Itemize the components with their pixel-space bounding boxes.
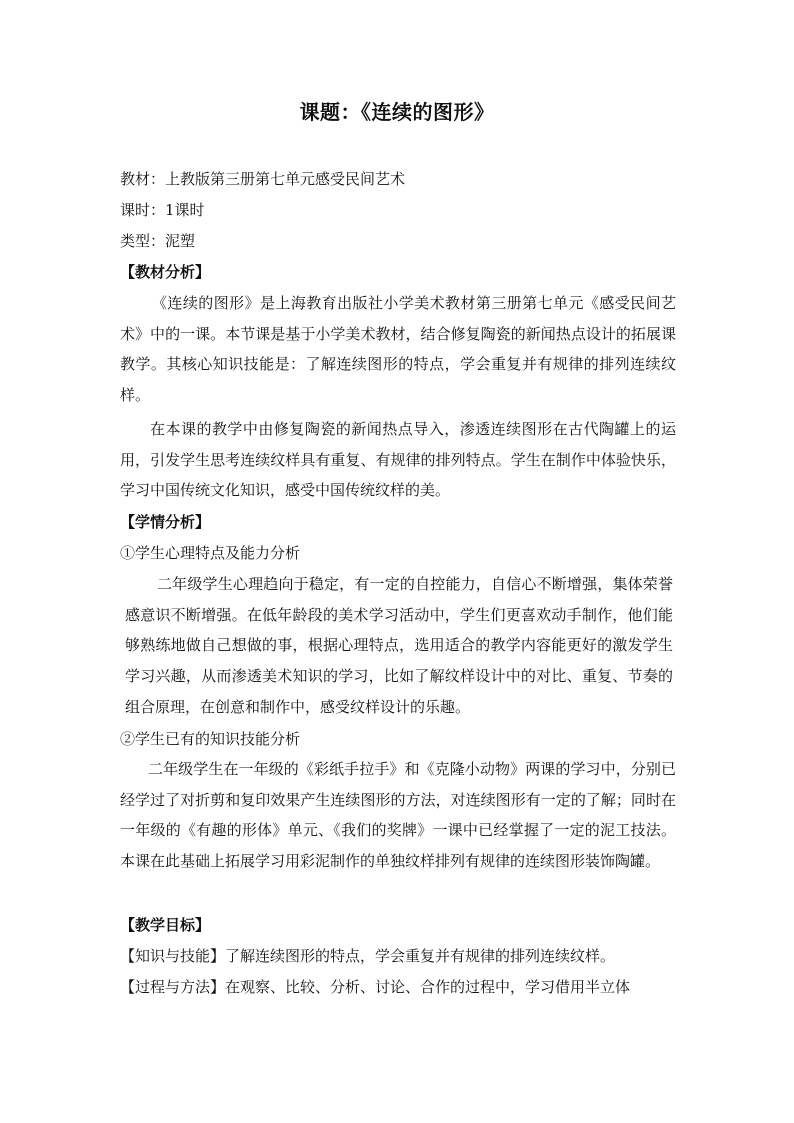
- paragraph-existing-skills: 二年级学生在一年级的《彩纸手拉手》和《克隆小动物》两课的学习中，分别已经学过了对折剪和复印效果产生连续图形的方法，对连续图形有一定的了解；同时在一年级的《有趣的形体》单元、《我们的奖牌》一课中已经掌握了一定的泥工技法。本课在此基础上拓展学习用彩泥制作的单独纹样排列有规律的连续图形装饰陶罐。: [120, 760, 676, 871]
- paragraph-textbook-analysis-1: 《连续的图形》是上海教育出版社小学美术教材第三册第七单元《感受民间艺术》中的一课。本节课是基于小学美术教材，结合修复陶瓷的新闻热点设计的拓展课教学。其核心知识技能是：了解连续图形的特点，学会重复并有规律的排列连续纹样。: [120, 294, 676, 405]
- subheading-psychology: ①学生心理特点及能力分析: [120, 544, 301, 562]
- goal-process-method: [120, 974, 680, 1000]
- meta-type: 类型：泥塑: [120, 232, 196, 250]
- meta-material: 教材：上教版第三册第七单元感受民间艺术: [120, 170, 406, 188]
- goal-knowledge-text: 了解连续图形的特点，学会重复并有规律的排列连续纹样。: [225, 947, 616, 965]
- page-title: 课题：《连续的图形》: [299, 100, 495, 124]
- subheading-existing-skills: ②学生已有的知识技能分析: [120, 730, 301, 748]
- goal-process-label: 【过程与方法】: [120, 978, 226, 996]
- section-heading-teaching-goals: 【教学目标】: [120, 916, 211, 934]
- section-heading-textbook-analysis: 【教材分析】: [120, 263, 211, 281]
- paragraph-textbook-analysis-2: 在本课的教学中由修复陶瓷的新闻热点导入，渗透连续图形在古代陶罐上的运用，引发学生思考连续纹样具有重复、有规律的排列特点。学生在制作中体验快乐，学习中国传统文化知识，感受中国传统纹样的美。: [120, 420, 676, 500]
- paragraph-psychology: 二年级学生心理趋向于稳定，有一定的自控能力，自信心不断增强，集体荣誉感意识不断增强。在低年龄段的美术学习活动中，学生们更喜欢动手制作，他们能够熟练地做自己想做的事，根据心理特点，选用适合的教学内容能更好的激发学生学习兴趣，从而渗透美术知识的学习，比如了解纹样设计中的对比、重复、节奏的组合原理，在创意和制作中，感受纹样设计的乐趣。: [125, 575, 673, 716]
- goal-process-text: 在观察、比较、分析、讨论、合作的过程中，学习借用半立体: [225, 978, 631, 996]
- goal-knowledge-skills: [120, 943, 680, 969]
- goal-knowledge-label: 【知识与技能】: [120, 947, 226, 965]
- meta-hours: 课时：1课时: [120, 201, 205, 219]
- section-heading-student-analysis: 【学情分析】: [120, 513, 211, 531]
